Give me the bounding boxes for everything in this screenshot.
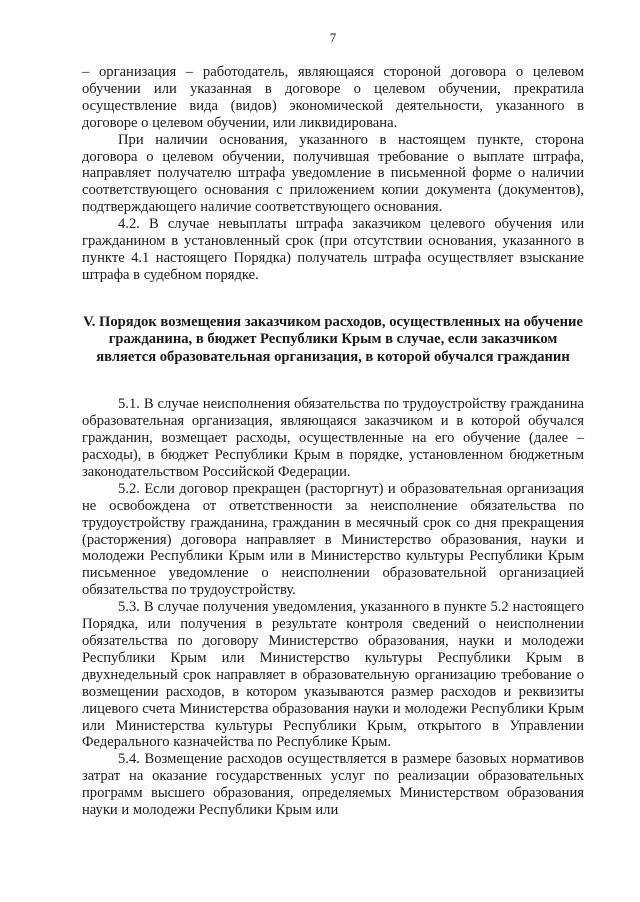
- paragraph-5-1: 5.1. В случае неисполнения обязательства по трудоустройству гражданина образовательная организация, являющаяся заказчиком и в которой обучался гражданин, возмещает расходы, осуществленные на его обучение (далее – расходы), в бюджет Республики Крым в порядке, установленном бюджетным законодательством Российской Федерации.: [82, 396, 584, 480]
- paragraph-5-3: 5.3. В случае получения уведомления, указанного в пункте 5.2 настоящего Порядка, или получения в результате контроля сведений о неисполнении обязательства по договору Министерство образования, науки и молодежи Республики Крым или Министерство культуры Республики Крым в двухнедельный срок направляет в образовательную организацию требование о возмещении расходов, в котором указываются размер расходов и реквизиты лицевого счета Министерства образования науки и молодежи Республики Крым или Министерства культуры Республики Крым, открытого в Управлении Федерального казначейства по Республике Крым.: [82, 599, 584, 751]
- page-number: 7: [329, 30, 337, 45]
- paragraph-5-2: 5.2. Если договор прекращен (расторгнут) и образовательная организация не освобождена от ответственности за неисполнение обязательства по трудоустройству гражданина, гражданин в месячный срок со дня прекращения (расторжения) договора направляет в Министерство образования, науки и молодежи Республики Крым или в Министерство культуры Республики Крым письменное уведомление о неисполнении образовательной организацией обязательства по трудоустройству.: [82, 480, 584, 599]
- paragraph-dash-item: – организация – работодатель, являющаяся стороной договора о целевом обучении или указанная в договоре о целевом обучении, прекратила осуществление вида (видов) экономической деятельности, указанного в договоре о целевом обучении, или ликвидирована.: [82, 64, 584, 131]
- paragraph-basis-notice: При наличии основания, указанного в настоящем пункте, сторона договора о целевом обучении, получившая требование о выплате штрафа, направляет получателю штрафа уведомление в письменной форме о наличии соответствующего основания с приложением копии документа (документов), подтверждающего наличие соответствующего основания.: [82, 131, 584, 216]
- paragraph-5-4: 5.4. Возмещение расходов осуществляется в размере базовых нормативов затрат на оказание государственных услуг по реализации образовательных программ высшего образования, определяемых Министерством образования науки и молодежи Республики Крым или: [82, 751, 584, 819]
- section-heading: V. Порядок возмещения заказчиком расходов, осуществленных на обучение гражданина, в бюджет Республики Крым в случае, если заказчиком является образовательная организация, в которой обучался гражданин: [83, 313, 583, 365]
- paragraph-4-2: 4.2. В случае невыплаты штрафа заказчиком целевого обучения или гражданином в установленный срок (при отсутствии основания, указанного в пункте 4.1 настоящего Порядка) получатель штрафа осуществляет взыскание штрафа в судебном порядке.: [82, 216, 584, 283]
